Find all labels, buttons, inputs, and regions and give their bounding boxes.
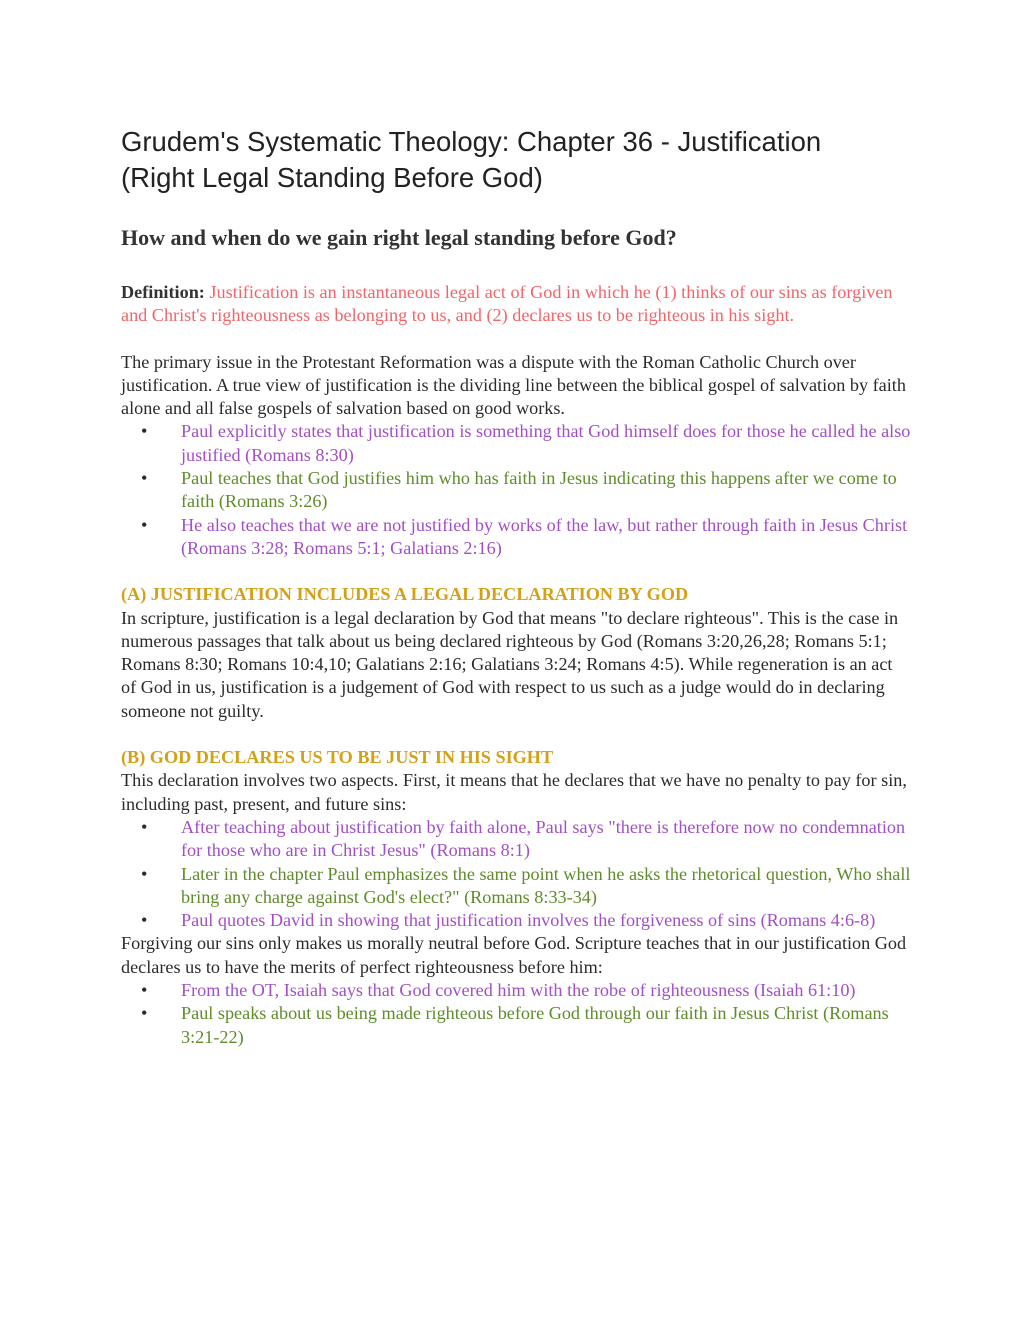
intro-bullet-list xyxy=(121,420,911,560)
title-line-1: Grudem's Systematic Theology: Chapter 36 - Justification xyxy=(121,126,822,157)
definition-label: Definition: xyxy=(121,282,205,302)
section-b-bullet-list-2 xyxy=(121,979,911,1049)
section-b-bullet-list-1 xyxy=(121,816,911,932)
list-item: • After teaching about justification by faith alone, Paul says "there is therefore now no condemnation for those who are in Christ Jesus" (Romans 8:1) xyxy=(141,816,906,861)
document-page xyxy=(121,124,911,1049)
intro-paragraph: The primary issue in the Protestant Reformation was a dispute with the Roman Catholic Church over justification. A true view of justification is the dividing line between the biblical gospel of salvation by faith alone and all false gospels of salvation based on good works. xyxy=(121,351,906,419)
bullet-icon: • xyxy=(141,816,148,837)
definition xyxy=(121,281,911,328)
list-item: • Later in the chapter Paul emphasizes the same point when he asks the rhetorical question, Who shall bring any charge against God's elect?" (Romans 8:33-34) xyxy=(141,863,911,907)
bullet-icon: • xyxy=(141,980,148,1001)
list-item: • Paul teaches that God justifies him who has faith in Jesus indicating this happens after we come to faith (Romans 3:26) xyxy=(141,468,897,512)
list-item: • Paul explicitly states that justification is something that God himself does for those he called he also justified (Romans 8:30) xyxy=(141,421,911,465)
definition-text: Justification is an instantaneous legal act of God in which he (1) thinks of our sins as forgiven and Christ's righteousness as belonging to us, and (2) declares us to be righteous in his sight. xyxy=(121,282,893,326)
list-item: • From the OT, Isaiah says that God covered him with the robe of righteousness (Isaiah 61:10) xyxy=(121,979,911,1002)
section-question: How and when do we gain right legal standing before God? xyxy=(121,225,677,250)
page-title xyxy=(121,124,911,196)
bullet-icon: • xyxy=(141,468,148,489)
bullet-icon: • xyxy=(141,421,148,442)
list-item: • He also teaches that we are not justified by works of the law, but rather through faith in Jesus Christ (Romans 3:28; Romans 5:1; Galatians 2:16) xyxy=(141,514,908,558)
title-line-2: (Right Legal Standing Before God) xyxy=(121,162,543,193)
section-a-heading: (A) JUSTIFICATION INCLUDES A LEGAL DECLARATION BY GOD xyxy=(121,584,689,605)
section-b-paragraph-1: This declaration involves two aspects. First, it means that he declares that we have no penalty to pay for sin, including past, present, and future sins: xyxy=(121,770,907,814)
bullet-icon: • xyxy=(141,863,148,884)
section-b-paragraph-2: Forgiving our sins only makes us morally neutral before God. Scripture teaches that in our justification God declares us to have the merits of perfect righteousness before him: xyxy=(121,933,907,977)
bullet-icon: • xyxy=(141,910,148,931)
list-item: • Paul speaks about us being made righteous before God through our faith in Jesus Christ (Romans 3:21-22) xyxy=(141,1003,889,1047)
bullet-icon: • xyxy=(141,514,148,535)
section-b-heading: (B) GOD DECLARES US TO BE JUST IN HIS SIGHT xyxy=(121,747,554,768)
section-a-paragraph: In scripture, justification is a legal declaration by God that means "to declare righteous". This is the case in numerous passages that talk about us being declared righteous by God (Romans 3:20,26,28; Romans 5:1; Romans 8:30; Romans 10:4,10; Galatians 2:16; Galatians 3:24; Romans 4:5). While regeneration is an act of God in us, justification is a judgement of God with respect to us such as a judge would do in declaring someone not guilty. xyxy=(121,607,899,721)
bullet-icon: • xyxy=(141,1003,148,1024)
list-item: • Paul quotes David in showing that justification involves the forgiveness of sins (Romans 4:6-8) xyxy=(121,909,911,932)
